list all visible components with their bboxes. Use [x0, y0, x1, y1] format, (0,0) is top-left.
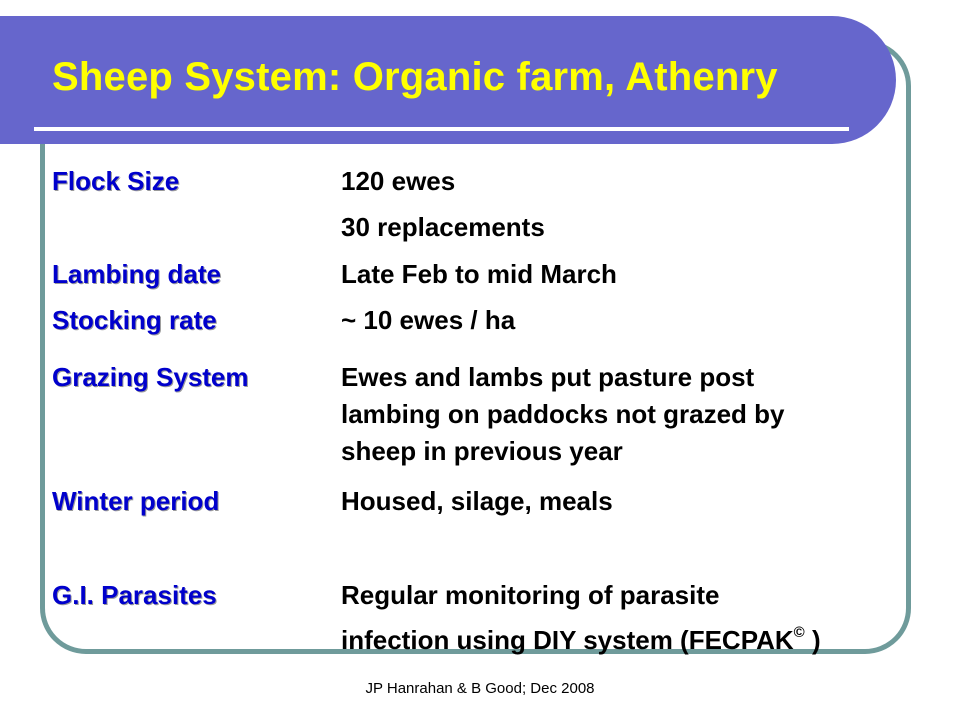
label-gi-parasites: G.I. Parasites [52, 580, 217, 610]
value-parasites-line-2-tail: ) [804, 625, 821, 655]
value-parasites-line-2-text: infection using DIY system (FECPAK [341, 625, 794, 655]
value-stocking-rate: ~ 10 ewes / ha [341, 305, 516, 335]
value-flock-size: 120 ewes [341, 166, 456, 196]
value-replacements: 30 replacements [341, 212, 545, 242]
value-parasites-line-2 [341, 614, 821, 659]
label-flock-size: Flock Size [52, 166, 180, 196]
value-winter-period: Housed, silage, meals [341, 486, 613, 516]
slide-footer: JP Hanrahan & B Good; Dec 2008 [365, 680, 595, 697]
value-parasites-line-1: Regular monitoring of parasite [341, 580, 720, 610]
label-stocking-rate: Stocking rate [52, 305, 217, 335]
value-grazing-line-3: sheep in previous year [341, 436, 623, 466]
slide-title: Sheep System: Organic farm, Athenry [52, 55, 778, 99]
value-grazing-line-1: Ewes and lambs put pasture post [341, 362, 755, 392]
value-lambing-date: Late Feb to mid March [341, 259, 617, 289]
title-underline [34, 127, 849, 131]
label-lambing-date: Lambing date [52, 259, 222, 289]
value-grazing-line-2: lambing on paddocks not grazed by [341, 399, 785, 429]
label-winter-period: Winter period [52, 486, 220, 516]
label-grazing-system: Grazing System [52, 362, 249, 392]
copyright-superscript: © [793, 624, 805, 641]
